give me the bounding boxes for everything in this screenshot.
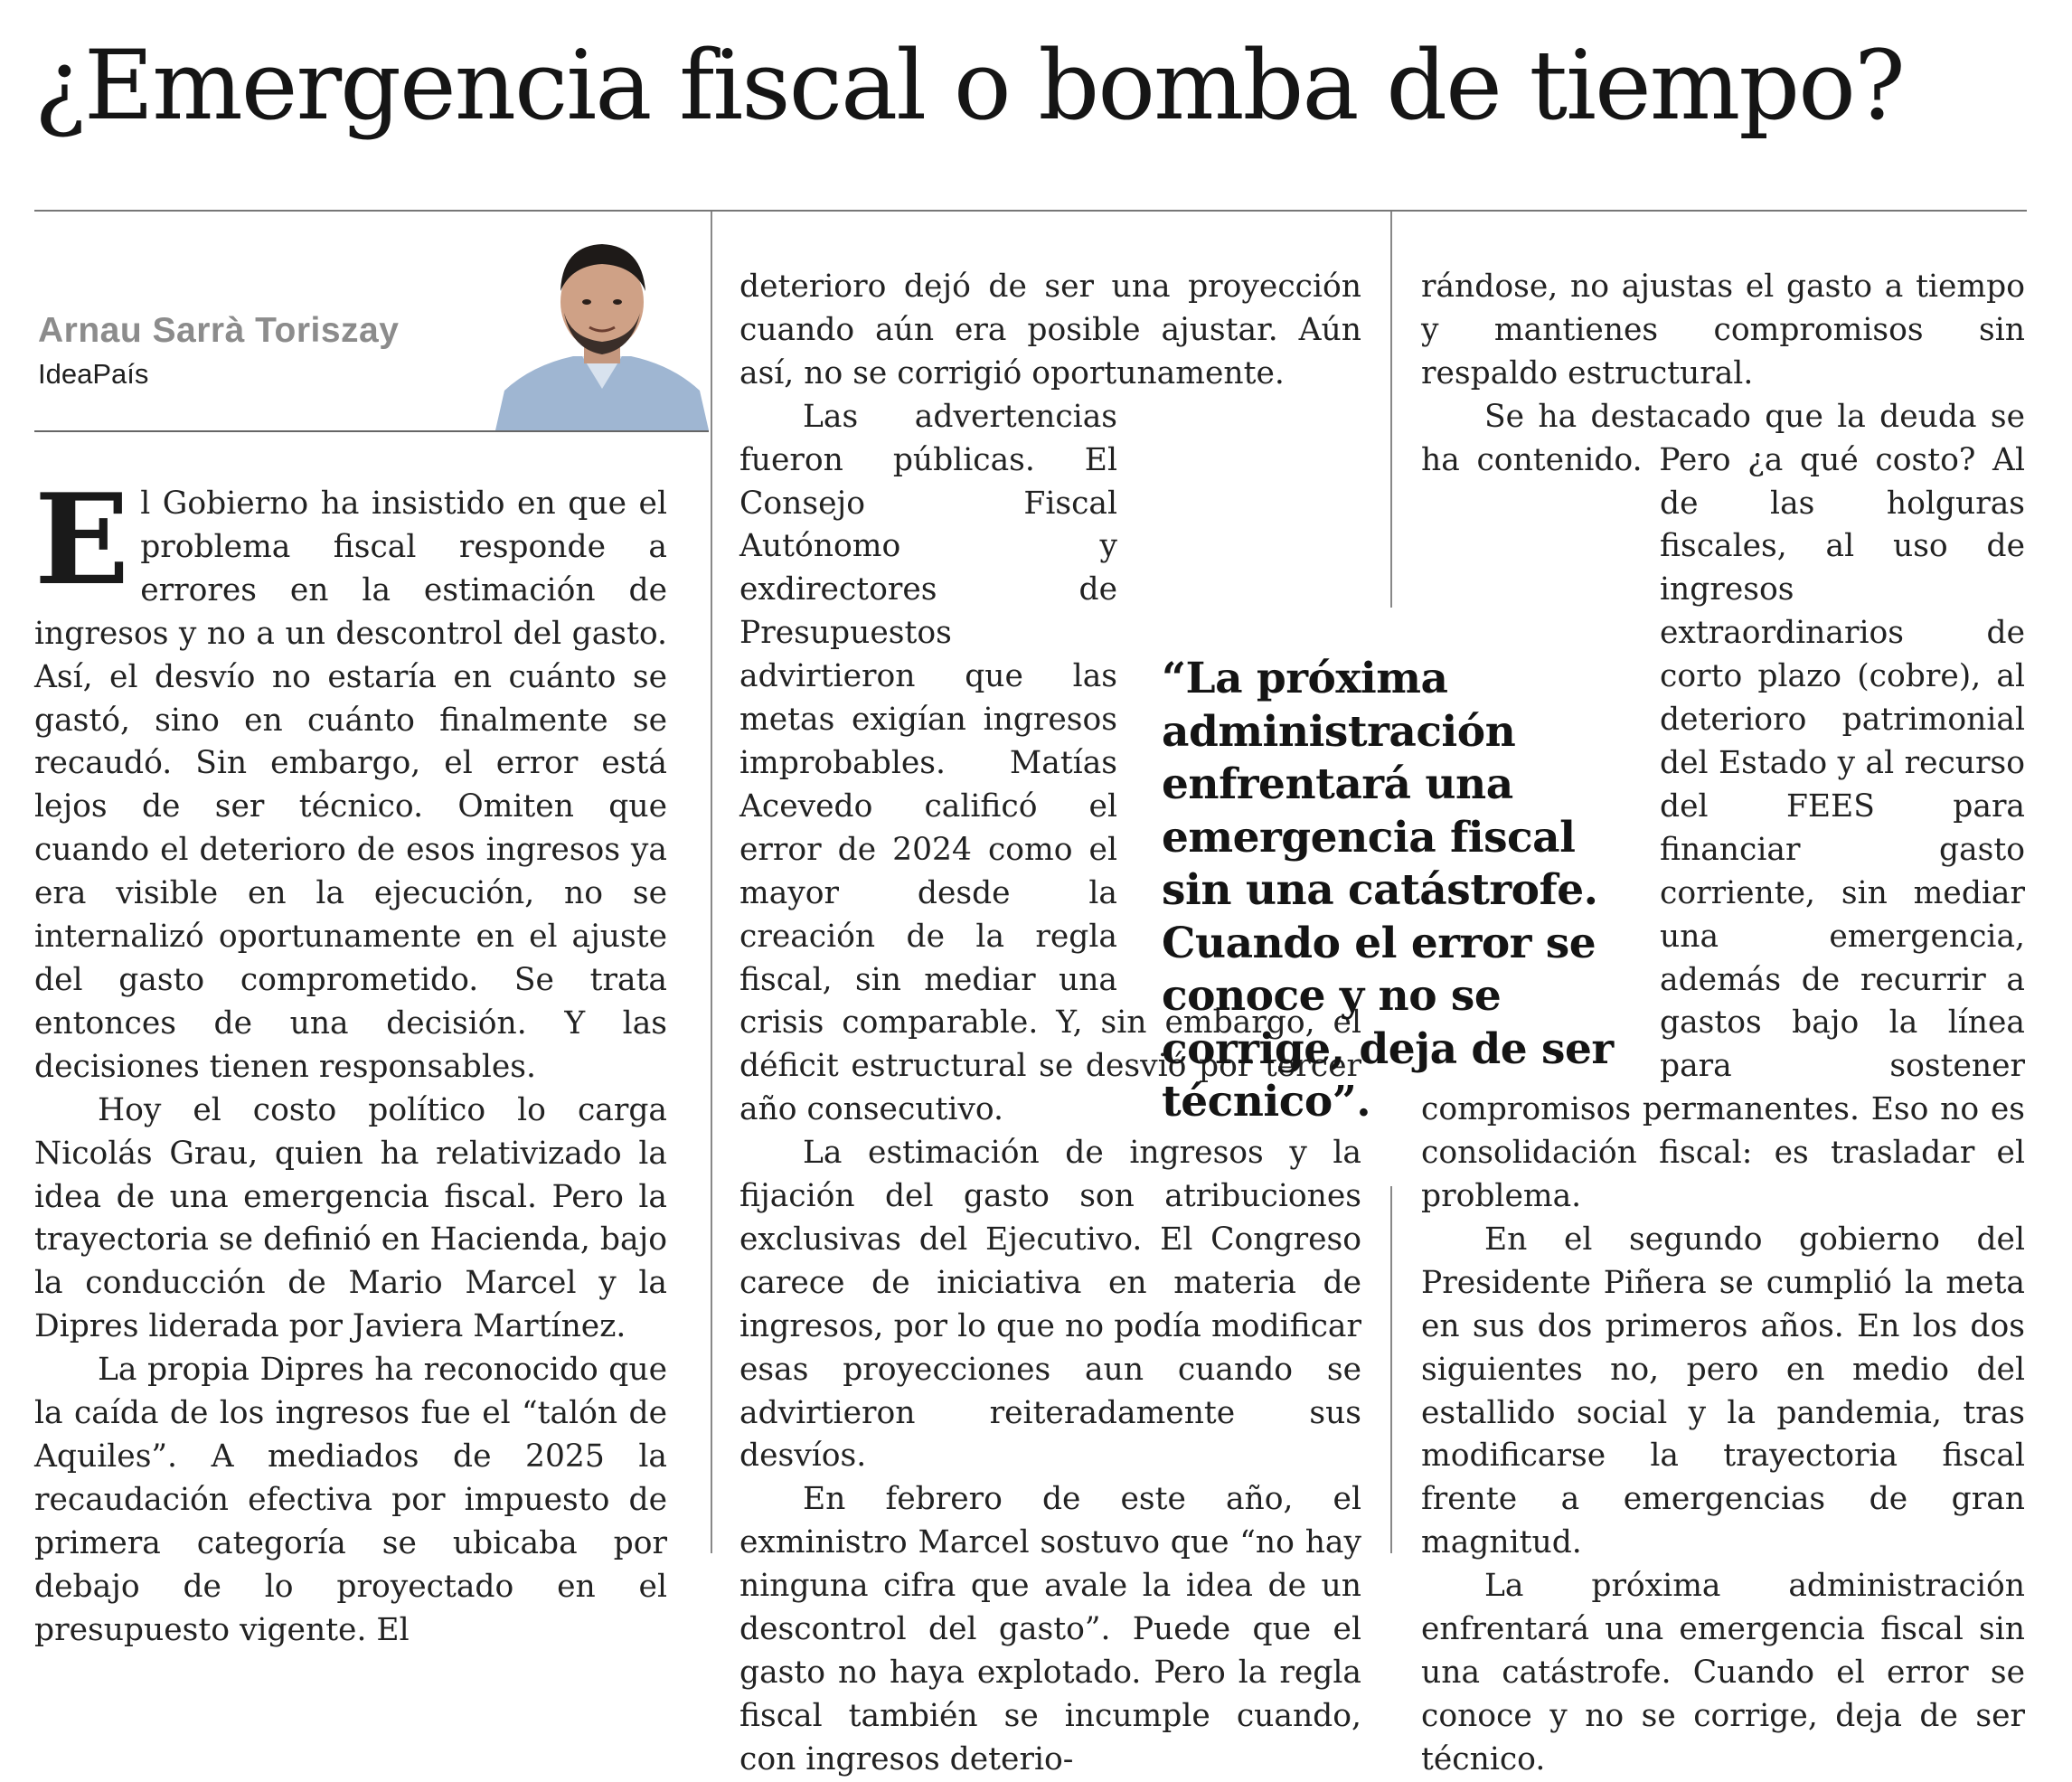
paragraph-4: deterioro dejó de ser una proyección cuando aún era posible ajustar. Aún así, no se corrigió oportunamente.	[739, 269, 1361, 391]
column-divider-2-lower	[1390, 1186, 1392, 1553]
paragraph-8: rándose, no ajustas el gasto a tiempo y mantienes compromisos sin respaldo estructural.	[1421, 269, 2025, 391]
headline: ¿Emergencia fiscal o bomba de tiempo?	[34, 30, 1904, 141]
author-organization: IdeaPaís	[38, 358, 149, 390]
paragraph-11: La próxima administración enfrentará una emergencia fiscal sin una catástrofe. Cuando el error se conoce y no se corrige, deja de ser técnico.	[1421, 1568, 2025, 1777]
paragraph-9: Se ha destacado que la deuda se ha contenido. Pero ¿a qué costo? Al de las holguras fiscales, al uso de ingresos extraordinarios de corto plazo (cobre), al deterioro patrimonial del Estado y al recurso del FEES para financiar gasto corriente, sin mediar una emergencia, además de recurrir a gastos bajo la línea para sostener compromisos permanentes. Eso no es consolidación fiscal: es trasladar el problema.	[1421, 398, 2025, 1215]
author-name: Arnau Sarrà Toriszay	[38, 311, 400, 350]
pull-quote: “La próxima administración enfrentará una emergencia fiscal sin una catástrofe. Cuando el error se conoce y no se corrige, deja de ser técnico”.	[1162, 654, 1614, 1127]
column-divider-1	[711, 212, 712, 1553]
paragraph-3: La propia Dipres ha reconocido que la caída de los ingresos fue el “talón de Aquiles”. A mediados de 2025 la recaudación efectiva por impuesto de primera categoría se ubicaba por debajo de lo proyectado en el presupuesto vigente. El	[34, 1352, 667, 1648]
author-box	[34, 212, 709, 430]
paragraph-5: Las advertencias fueron públicas. El Consejo Fiscal Autónomo y exdirectores de Presupuestos advirtieron que las metas exigían ingresos improbables. Matías Acevedo calificó el error de 2024 como el mayor desde la creación de la regla fiscal, sin mediar una crisis comparable. Y, sin embargo, el déficit estructural se desvió por tercer año consecutivo.	[739, 398, 1361, 1128]
paragraph-10: En el segundo gobierno del Presidente Piñera se cumplió la meta en sus dos primeros años. En los dos siguientes no, pero en medio del estallido social y la pandemia, tras modificarse la trayectoria fiscal frente a emergencias de gran magnitud.	[1421, 1221, 2025, 1561]
paragraph-2: Hoy el costo político lo carga Nicolás Grau, quien ha relativizado la idea de una emergencia fiscal. Pero la trayectoria se definió en Hacienda, bajo la conducción de Mario Marcel y la Dipres liderada por Javiera Martínez.	[34, 1091, 667, 1345]
column-divider-2	[1390, 212, 1392, 608]
author-divider	[34, 430, 709, 432]
author-photo	[495, 230, 709, 430]
paragraph-7: En febrero de este año, el exministro Marcel sostuvo que “no hay ninguna cifra que avale la idea de un descontrol del gasto”. Puede que el gasto no haya explotado. Pero la regla fiscal también se incumple cuando, con ingresos deterio-	[739, 1481, 1361, 1777]
paragraph-6: La estimación de ingresos y la fijación del gasto son atribuciones exclusivas del Ejecutivo. El Congreso carece de iniciativa en materia de ingresos, por lo que no podía modificar esas proyecciones aun cuando se advirtieron reiteradamente sus desvíos.	[739, 1135, 1361, 1475]
drop-cap: E	[34, 466, 130, 613]
article-column-1	[34, 466, 667, 1652]
paragraph-1: El Gobierno ha insistido en que el problema fiscal responde a errores en la estimación de ingresos y no a un descontrol del gasto. Así, el desvío no estaría en cuánto se gastó, sino en cuánto finalmente se recaudó. Sin embargo, el error está lejos de ser técnico. Omiten que cuando el deterioro de esos ingresos ya era visible en la ejecución, no se internalizó oportunamente en el ajuste del gasto comprometido. Se trata entonces de una decisión. Y las decisiones tienen responsables.	[34, 466, 667, 1085]
